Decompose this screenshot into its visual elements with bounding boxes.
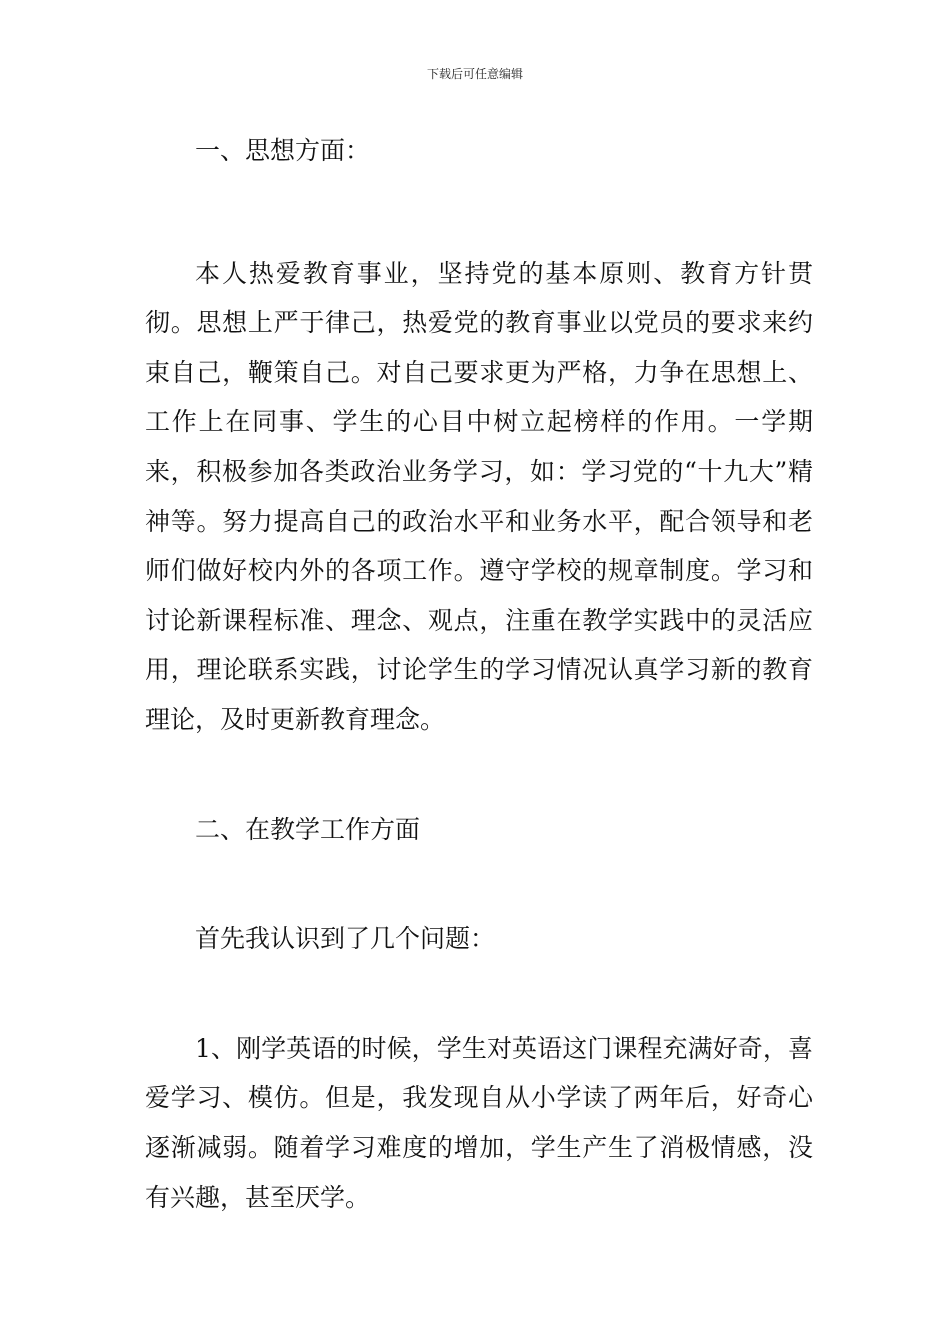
section2-item1-paragraph: 1、刚学英语的时候，学生对英语这门课程充满好奇，喜爱学习、模仿。但是，我发现自从小学读了两年后，好奇心逐渐减弱。随着学习难度的增加，学生产生了消极情感，没有兴趣，甚至厌学。 [145,1033,813,1212]
section1-paragraph: 本人热爱教育事业，坚持党的基本原则、教育方针贯彻。思想上严于律己，热爱党的教育事业以党员的要求来约束自己，鞭策自己。对自己要求更为严格，力争在思想上、工作上在同事、学生的心目中树立起榜样的作用。一学期来，积极参加各类政治业务学习，如：学习党的“十九大”精神等。努力提高自己的政治水平和业务水平，配合领导和老师们做好校内外的各项工作。遵守学校的规章制度。学习和讨论新课程标准、理念、观点，注重在教学实践中的灵活应用，理论联系实践，讨论学生的学习情况认真学习新的教育理论，及时更新教育理念。 [145,258,813,734]
spacer [145,854,813,914]
section2-heading: 二、在教学工作方面 [195,814,421,844]
spacer [145,176,813,249]
spacer [145,745,813,805]
document-body [145,126,813,1222]
section2-lead: 首先我认识到了几个问题： [195,924,496,954]
section1-heading: 一、思想方面： [195,136,371,165]
spacer [145,964,813,1024]
header-note: 下载后可任意编辑 [426,67,523,81]
